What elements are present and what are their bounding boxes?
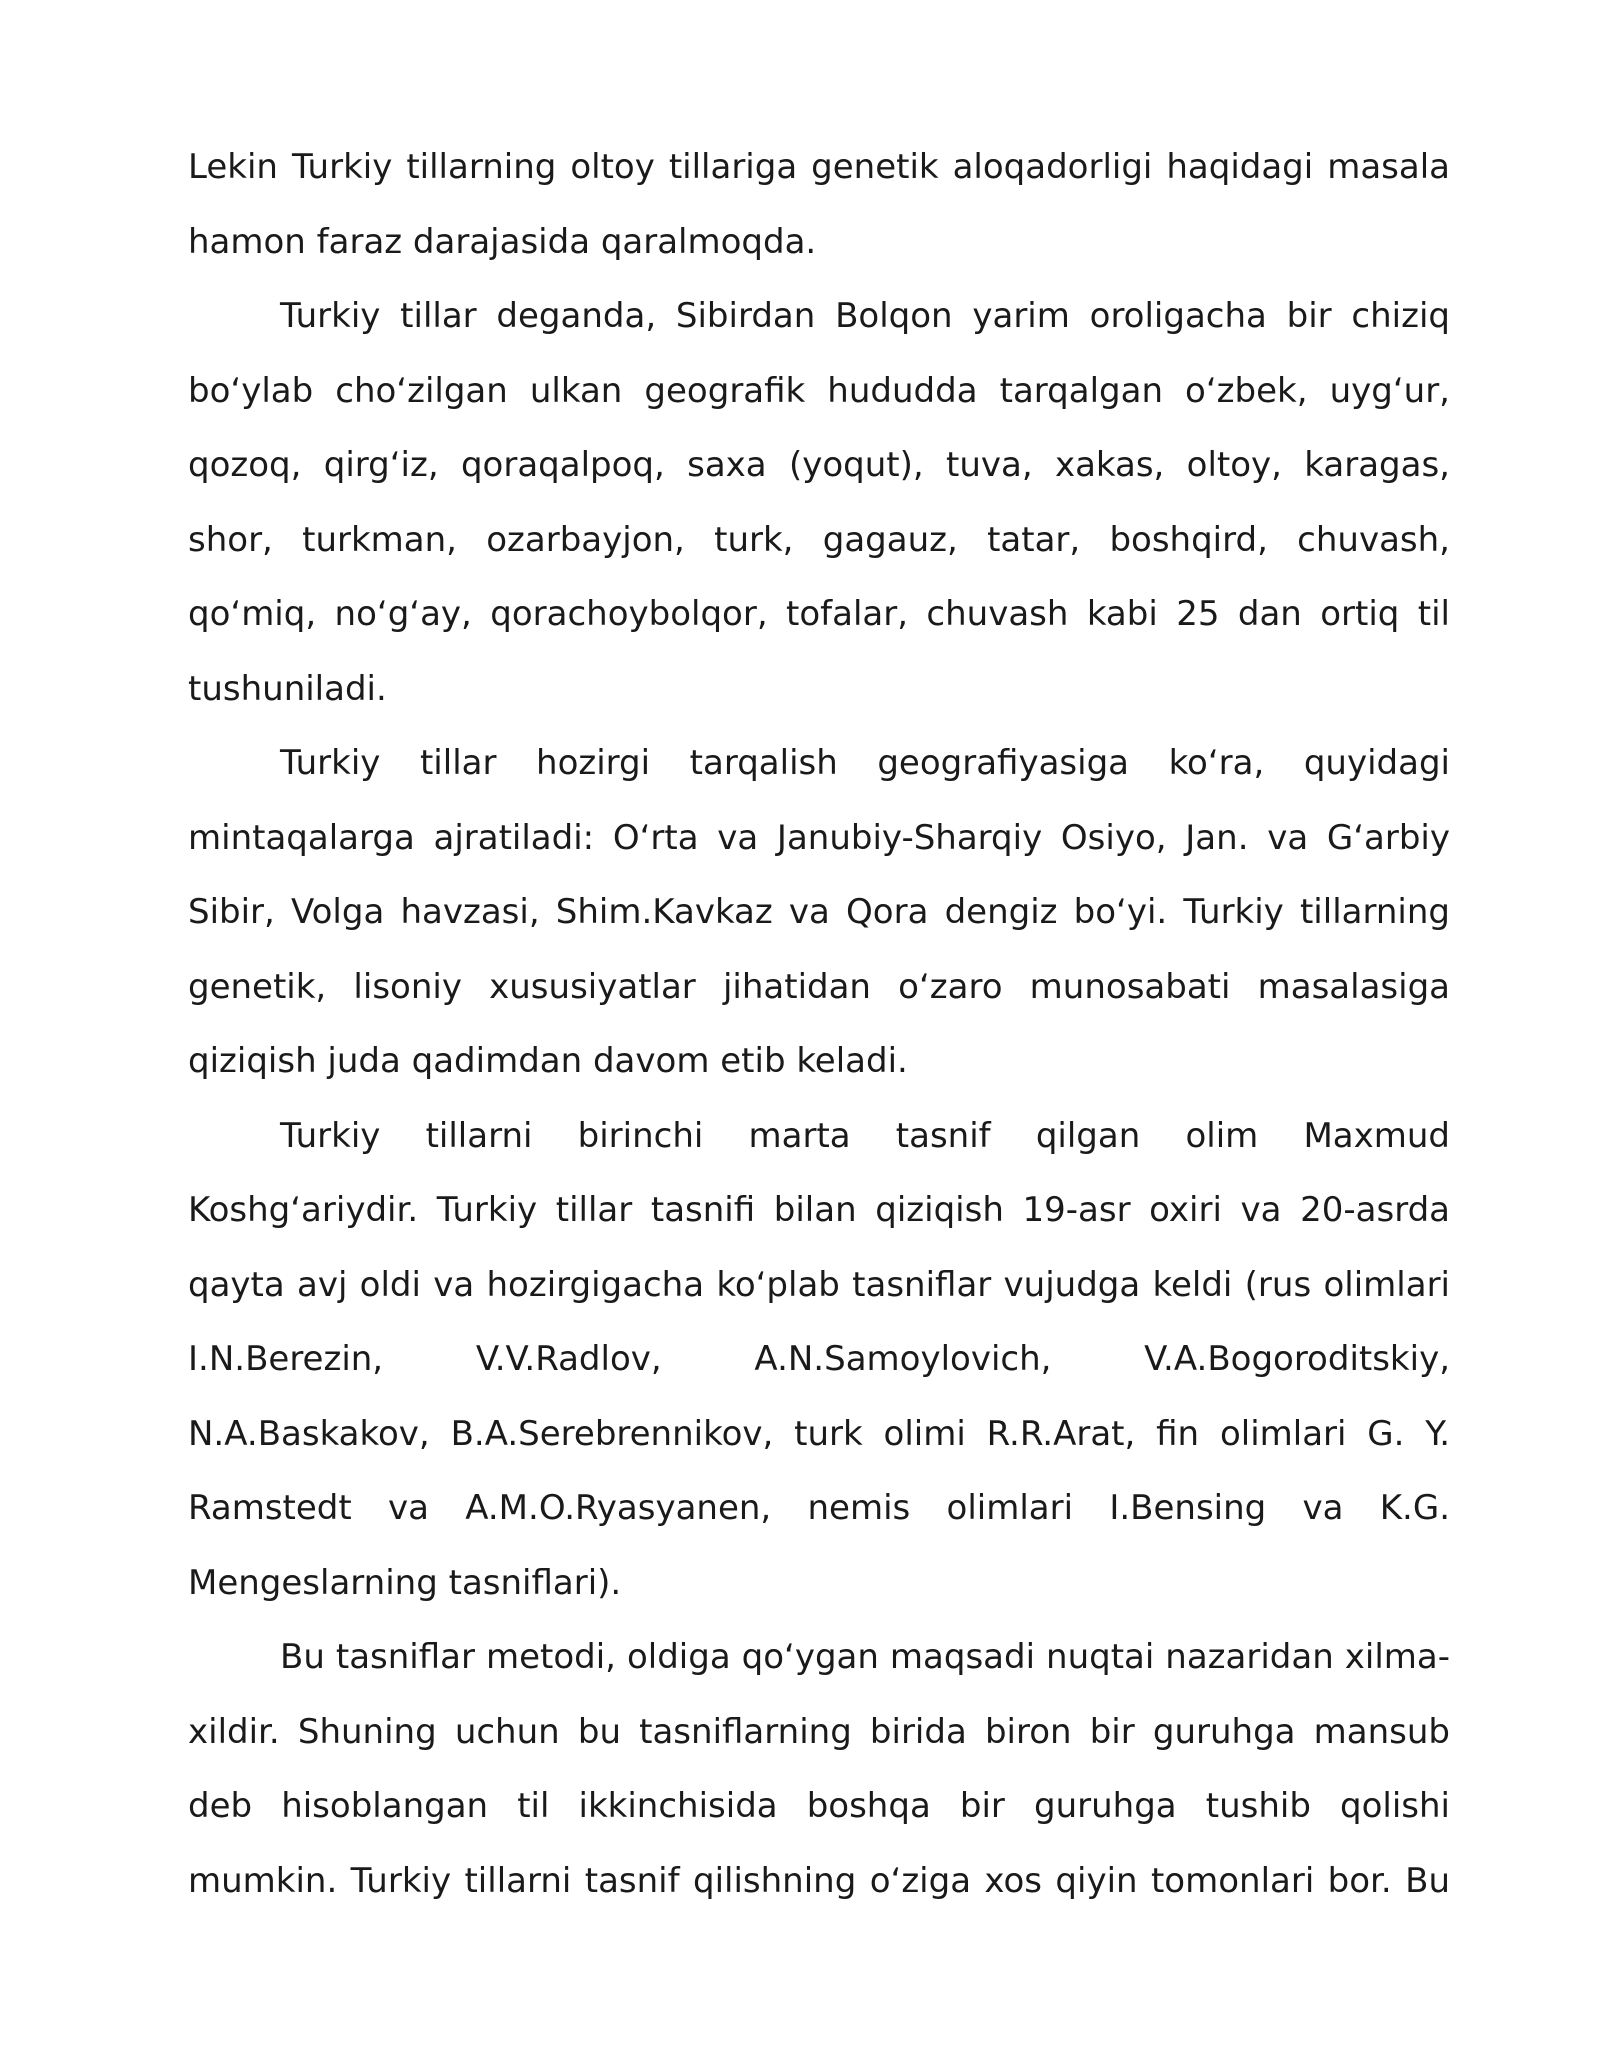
paragraph-1: Lekin Turkiy tillarning oltoy tillariga genetik aloqadorligi haqidagi masala hamon faraz darajasida qaralmoqda. xyxy=(188,147,1450,262)
paragraph-5: Bu tasniflar metodi, oldiga qoʻygan maqsadi nuqtai nazaridan xilma-xildir. Shuning uchun bu tasniflarning birida biron bir guruhga mansub deb hisoblangan til ikkinchisida boshqa bir guruhga tushib qolishi mumkin. Turkiy tillarni tasnif qilishning oʻziga xos qiyin tomonlari bor. Bu xyxy=(188,1637,1450,1901)
paragraph-4: Turkiy tillarni birinchi marta tasnif qilgan olim Maxmud Koshgʻariydir. Turkiy tillar tasnifi bilan qiziqish 19-asr oxiri va 20-asrda qayta avj oldi va hozirgigacha koʻplab tasniflar vujudga keldi (rus olimlari I.N.Berezin, V.V.Radlov, A.N.Samoylovich, V.A.Bogoroditskiy, N.A.Baskakov, B.A.Serebrennikov, turk olimi R.R.Arat, fin olimlari G. Y. Ramstedt va A.M.O.Ryasyanen, nemis olimlari I.Bensing va K.G. Mengeslarning tasniflari). xyxy=(188,1115,1450,1603)
body-text xyxy=(188,130,1450,1918)
paragraph-3: Turkiy tillar hozirgi tarqalish geografiyasiga koʻra, quyidagi mintaqalarga ajratiladi: Oʻrta va Janubiy-Sharqiy Osiyo, Jan. va Gʻarbiy Sibir, Volga havzasi, Shim.Kavkaz va Qora dengiz boʻyi. Turkiy tillarning genetik, lisoniy xususiyatlar jihatidan oʻzaro munosabati masalasiga qiziqish juda qadimdan davom etib keladi. xyxy=(188,743,1450,1081)
paragraph-2: Turkiy tillar deganda, Sibirdan Bolqon yarim oroligacha bir chiziq boʻylab choʻzilgan ulkan geografik hududda tarqalgan oʻzbek, uygʻur, qozoq, qirgʻiz, qoraqalpoq, saxa (yoqut), tuva, xakas, oltoy, karagas, shor, turkman, ozarbayjon, turk, gagauz, tatar, boshqird, chuvash, qoʻmiq, noʻgʻay, qorachoybolqor, tofalar, chuvash kabi 25 dan ortiq til tushuniladi. xyxy=(188,296,1450,709)
